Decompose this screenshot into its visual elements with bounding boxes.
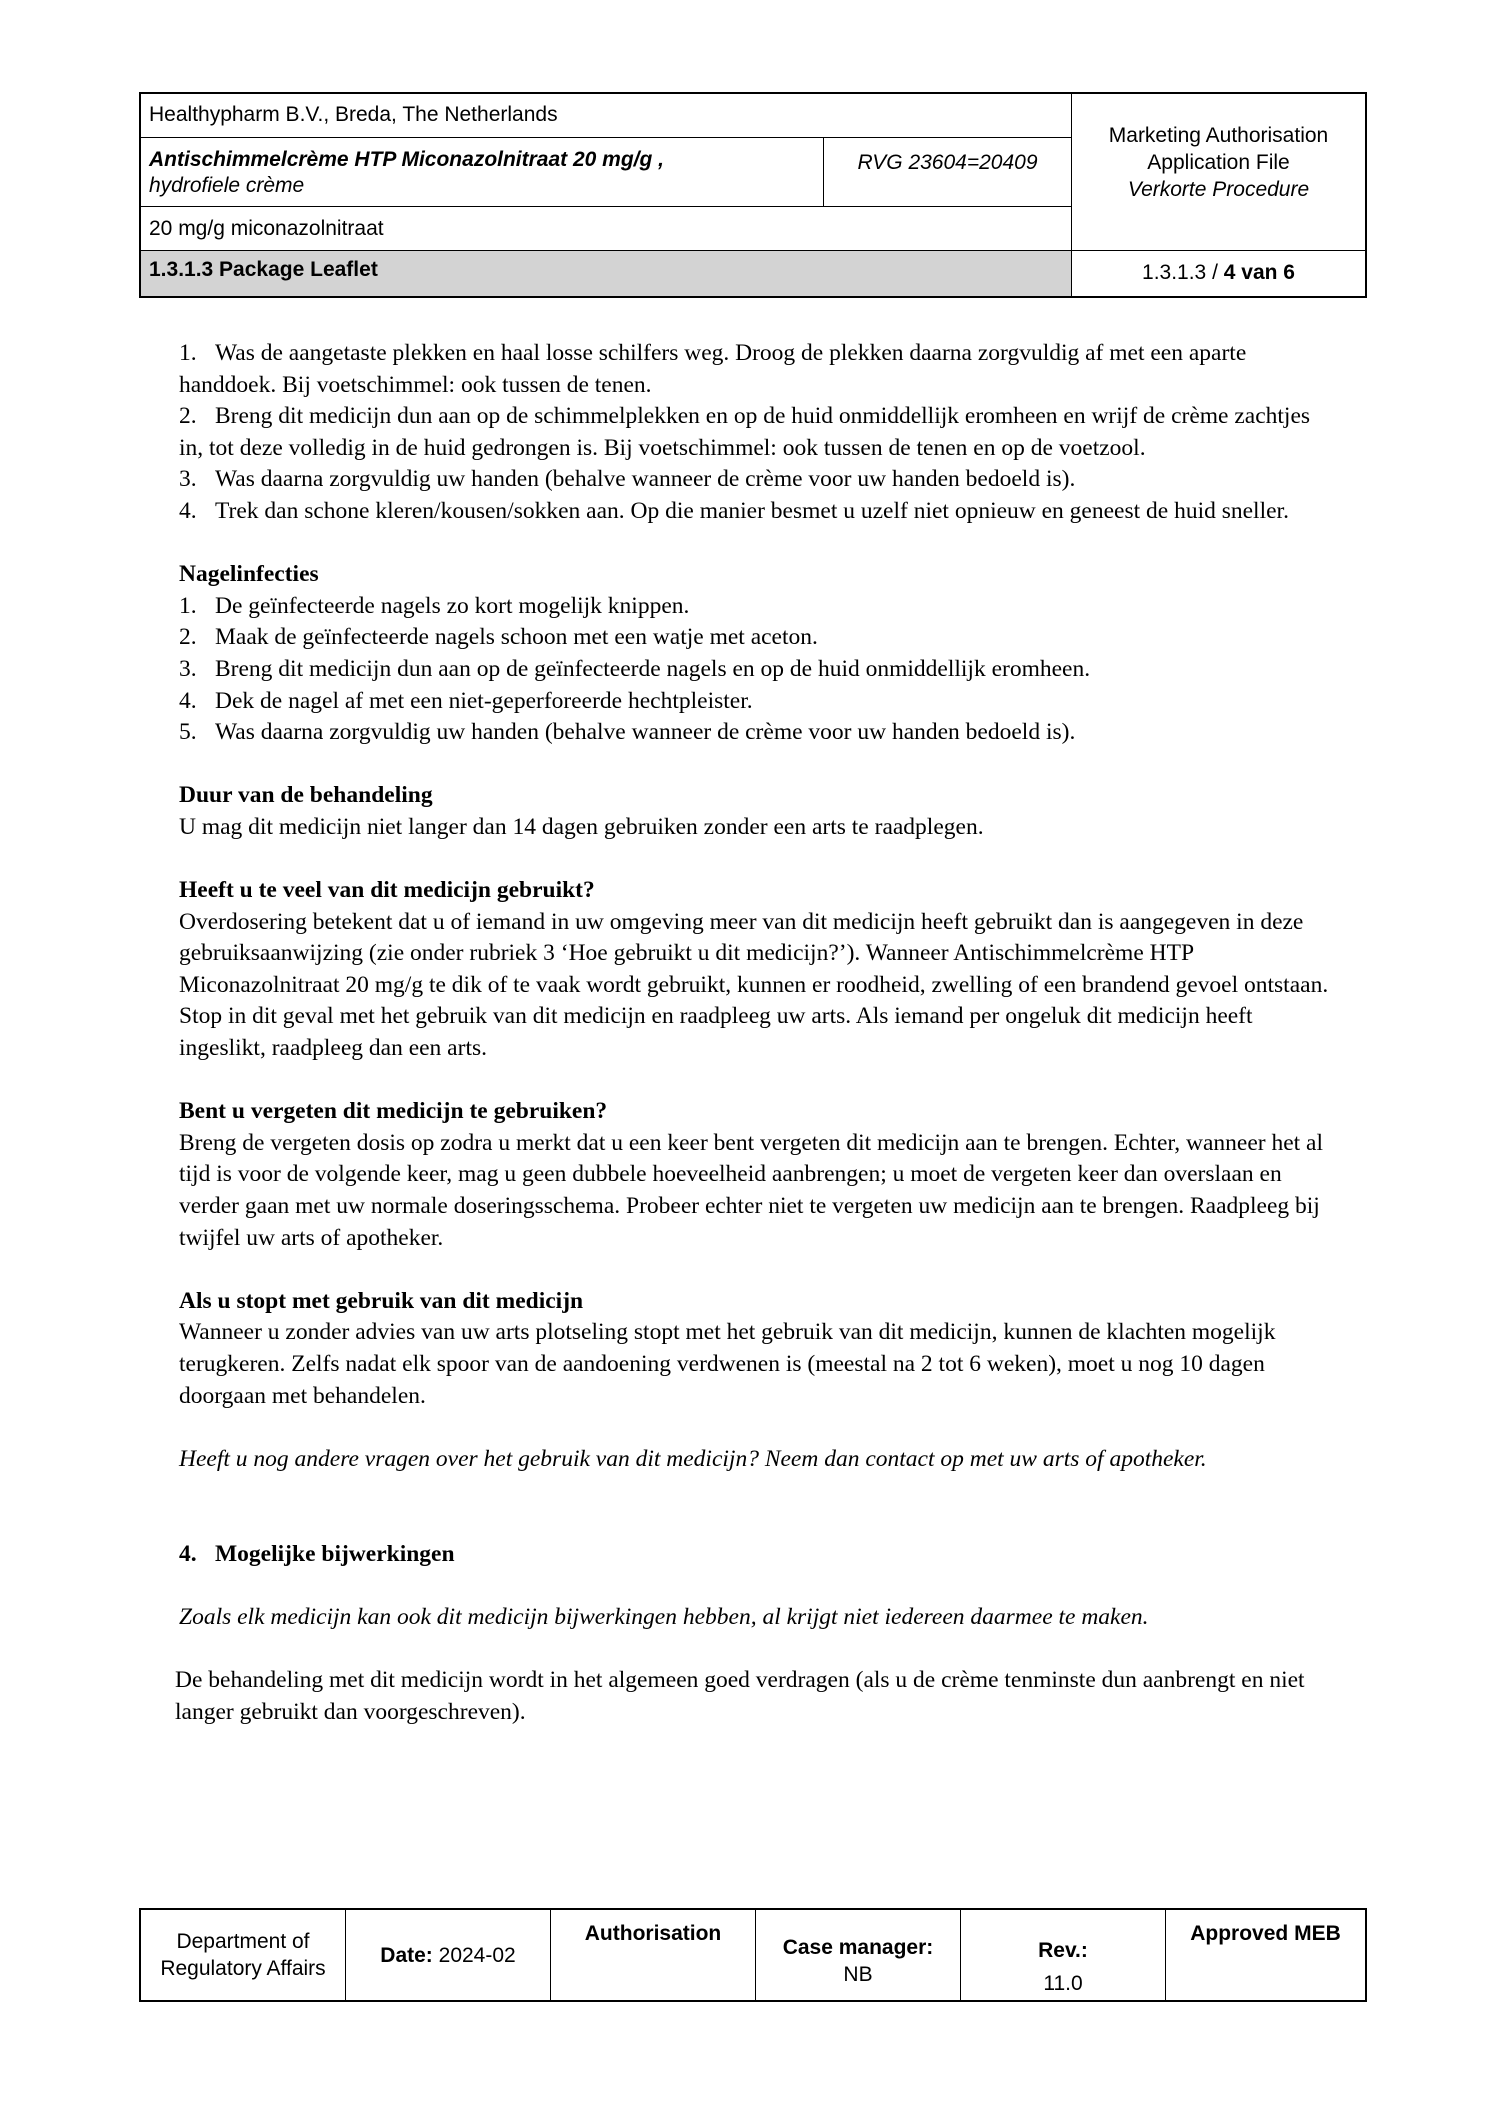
company-name: Healthypharm B.V., Breda, The Netherlands [141,94,1071,138]
list-item: 4. Trek dan schone kleren/kousen/sokken aan. Op die manier besmet u uzelf niet opnieuw en geneest de huid sneller. [179,497,1289,524]
department-line1: Department of [176,1930,310,1953]
stop-text: Wanneer u zonder advies van uw arts plotseling stopt met het gebruik van dit medicijn, kunnen de klachten mogelijk terugkeren. Zelfs nadat elk spoor van de aandoening verdwenen is (meestal na 2 tot 6 weken), moet u nog 10 dagen doorgaan met behandelen. [179,1319,1276,1409]
document-footer [139,1908,1367,2002]
duration-text: U mag dit medicijn niet langer dan 14 dagen gebruiken zonder een arts te raadplegen. [179,813,984,840]
department-cell [141,1910,346,2000]
list-item: 1. Was de aangetaste plekken en haal losse schilfers weg. Droog de plekken daarna zorgvuldig af met een aparte handdoek. Bij voetschimmel: ook tussen de tenen. [179,340,1247,398]
side-effects-heading: 4. Mogelijke bijwerkingen [179,1540,455,1567]
list-item: 3. Breng dit medicijn dun aan op de geïnfecteerde nagels en op de huid onmiddellijk eromheen. [179,655,1091,682]
page-prefix: 1.3.1.3 / [1142,261,1224,284]
approved-cell: Approved MEB [1190,1922,1341,1945]
list-item: 4. Dek de nagel af met een niet-geperforeerde hechtpleister. [179,687,753,714]
product-name: Antischimmelcrème HTP Miconazolnitraat 20 mg/g , [149,148,665,171]
date-cell [346,1910,551,2000]
list-item: 3. Was daarna zorgvuldig uw handen (behalve wanneer de crème voor uw handen bedoeld is). [179,466,1076,493]
case-manager-value: NB [843,1963,873,1986]
department-line2: Regulatory Affairs [160,1957,326,1980]
nail-heading: Nagelinfecties [179,561,319,588]
page-number [1071,251,1365,296]
maa-cell [1071,94,1365,251]
date-label: Date: [380,1944,433,1967]
maa-line1: Marketing Authorisation [1108,124,1329,147]
section-title: 1.3.1.3 Package Leaflet [141,251,1071,296]
rev-label: Rev.: [1038,1939,1088,1962]
overdose-text: Overdosering betekent dat u of iemand in uw omgeving meer van dit medicijn heeft gebruikt dan is aangegeven in deze gebruiksaanwijzing (zie onder rubriek 3 ‘Hoe gebruikt u dit medicijn?’). Wanneer Antischimmelcrème HTP Miconazolnitraat 20 mg/g te dik of te vaak wordt gebruikt, kunnen er roodheid, zwelling of een brandend gevoel ontstaan. Stop in dit geval met het gebruik van dit medicijn en raadpleeg uw arts. Als iemand per ongeluk dit medicijn heeft ingeslikt, raadpleeg dan een arts. [179,908,1329,1062]
duration-heading: Duur van de behandeling [179,782,433,809]
leaflet-body [175,338,1329,1728]
overdose-heading: Heeft u te veel van dit medicijn gebruikt? [179,877,595,904]
list-item: 5. Was daarna zorgvuldig uw handen (behalve wanneer de crème voor uw handen bedoeld is). [179,719,1076,746]
product-form: hydrofiele crème [149,174,305,197]
list-item: 2. Breng dit medicijn dun aan op de schimmelplekken en op de huid onmiddellijk eromheen en wrijf de crème zachtjes in, tot deze volledig in de huid gedrongen is. Bij voetschimmel: ook tussen de tenen en op de voetzool. [179,403,1311,461]
forgot-text: Breng de vergeten dosis op zodra u merkt dat u een keer bent vergeten dit medicijn aan te brengen. Echter, wanneer het al tijd is voor de volgende keer, mag u geen dubbele hoeveelheid aanbrengen; u moet de vergeten keer dan overslaan en verder gaan met uw normale doseringsschema. Probeer echter niet te vergeten uw medicijn aan te brengen. Raadpleeg bij twijfel uw arts of apotheker. [179,1129,1324,1251]
side-effects-intro: Zoals elk medicijn kan ook dit medicijn bijwerkingen hebben, al krijgt niet iedereen daarmee te maken. [179,1603,1149,1630]
rvg-number: RVG 23604=20409 [824,138,1071,207]
rev-value: 11.0 [1043,1972,1083,1995]
case-manager-label: Case manager: [782,1936,934,1959]
maa-line3: Verkorte Procedure [1127,178,1310,201]
nail-steps [179,591,1329,749]
side-effects-text: De behandeling met dit medicijn wordt in het algemeen goed verdragen (als u de crème tenminste dun aanbrengt en niet langer gebruikt dan voorgeschreven). [175,1666,1305,1725]
strength: 20 mg/g miconazolnitraat [141,207,1071,251]
list-item: 1. De geïnfecteerde nagels zo kort mogelijk knippen. [179,592,690,619]
list-item: 2. Maak de geïnfecteerde nagels schoon met een watje met aceton. [179,624,818,651]
page-of: 4 van 6 [1223,261,1295,284]
forgot-heading: Bent u vergeten dit medicijn te gebruiken? [179,1098,608,1125]
maa-line2: Application File [1147,151,1290,174]
questions-note: Heeft u nog andere vragen over het gebruik van dit medicijn? Neem dan contact op met uw arts of apotheker. [179,1445,1207,1472]
case-manager-cell [756,1910,961,2000]
product-cell [141,138,824,207]
stop-heading: Als u stopt met gebruik van dit medicijn [179,1287,584,1314]
revision-cell [961,1910,1166,2000]
document-header [139,92,1367,298]
authorisation-cell: Authorisation [551,1910,756,2000]
date-value: 2024-02 [438,1944,516,1967]
application-steps [179,338,1329,528]
